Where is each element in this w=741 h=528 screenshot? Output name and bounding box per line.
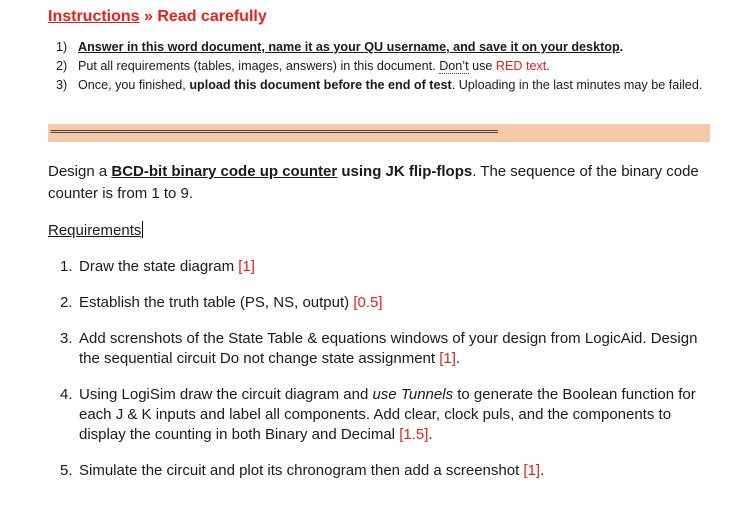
separator-bar xyxy=(48,124,710,142)
requirement-item-3: 3. Add screnshots of the State Table & equations windows of your design from LogicAid. Design the sequential circuit Do not change state assignment [1]. xyxy=(60,330,698,367)
text-cursor xyxy=(142,221,143,238)
requirement-item-2: 2. Establish the truth table (PS, NS, output) [0.5] xyxy=(60,294,383,311)
design-counter-type: BCD-bit binary code up counter xyxy=(111,163,338,180)
instruction-number: 2) xyxy=(56,59,68,73)
requirement-item-5: 5. Simulate the circuit and plot its chronogram then add a screenshot [1]. xyxy=(60,462,545,479)
design-paragraph: Design a BCD-bit binary code up counter using JK flip-flops. The sequence of the binary code counter is from 1 to 9. xyxy=(48,163,699,202)
instruction-number: 3) xyxy=(56,78,68,92)
instruction-item-1: 1) Answer in this word document, name it as your QU username, and save it on your desktop. xyxy=(56,38,716,57)
requirement-score: [1] xyxy=(523,462,541,479)
instructions-list xyxy=(56,38,716,95)
instructions-title-rest: » Read carefully xyxy=(139,8,267,25)
design-flipflop-type: using JK flip-flops xyxy=(337,163,473,180)
requirement-number: 3. xyxy=(60,330,73,347)
instruction-item-2: 2) Put all requirements (tables, images, answers) in this document. Don’t use RED text. xyxy=(56,57,716,76)
spellcheck-word: Don’t xyxy=(439,59,469,73)
requirements-list xyxy=(60,257,720,481)
instruction-number: 1) xyxy=(56,40,68,54)
red-text-warning: RED text xyxy=(495,59,547,73)
requirement-number: 2. xyxy=(60,294,73,311)
instruction-1-text: Answer in this word document, name it as your QU username, and save it on your desktop xyxy=(78,40,620,54)
requirement-item-1: 1. Draw the state diagram [1] xyxy=(60,258,255,275)
requirement-4-italic: use Tunnels xyxy=(372,386,454,403)
instruction-3-bold: upload this document before the end of test xyxy=(189,78,452,92)
requirement-score: [0.5] xyxy=(353,294,383,311)
requirement-number: 1. xyxy=(60,258,73,275)
requirement-number: 5. xyxy=(60,462,73,479)
separator-text: ================================================================================= xyxy=(50,125,498,138)
requirement-score: [1.5] xyxy=(399,426,429,443)
requirement-item-4: 4. Using LogiSim draw the circuit diagram and use Tunnels to generate the Boolean function for each J & K inputs and label all components. Add clear, clock puls, and the components to display the counting in both Binary and Decimal [1.5]. xyxy=(60,386,696,443)
requirements-heading: Requirements xyxy=(48,222,142,239)
requirement-score: [1] xyxy=(238,258,255,275)
instructions-link[interactable]: Instructions xyxy=(48,8,140,25)
requirement-number: 4. xyxy=(60,386,73,403)
instructions-title xyxy=(48,8,267,26)
instruction-item-3: 3) Once, you finished, upload this document before the end of test. Uploading in the last minutes may be failed. xyxy=(56,76,716,95)
requirement-score: [1] xyxy=(439,350,456,367)
